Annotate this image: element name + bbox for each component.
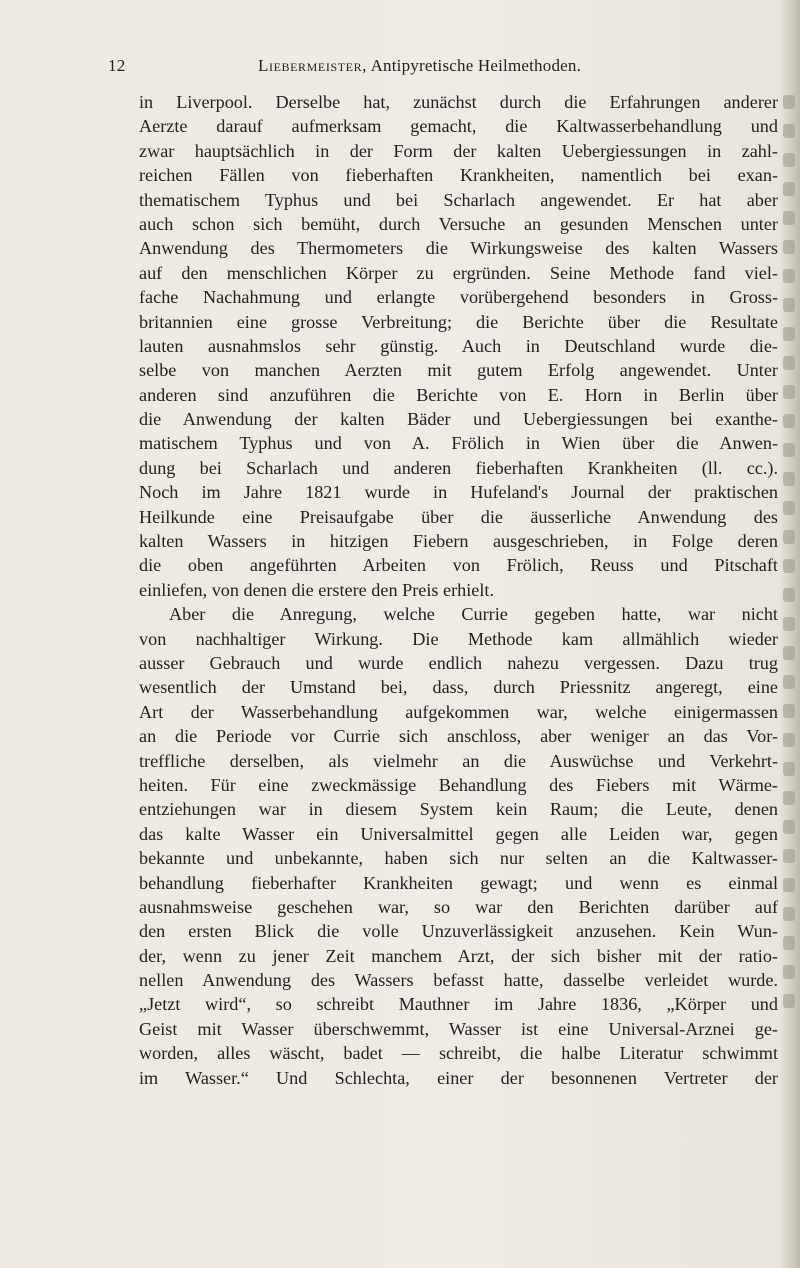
edge-mark [783,530,795,544]
edge-mark [783,182,795,196]
edge-mark [783,762,795,776]
edge-mark [783,936,795,950]
edge-mark [783,414,795,428]
edge-mark [783,501,795,515]
edge-mark [783,356,795,370]
text-line: reichen Fällen von fieberhaften Krankheiten, namentlich bei exan- [139,165,778,186]
text-line: Heilkunde eine Preisaufgabe über die äusserliche Anwendung des [139,506,778,527]
text-line: worden, alles wäscht, badet — schreibt, die halbe Literatur schwimmt [139,1043,778,1064]
text-line: der, wenn zu jener Zeit manchem Arzt, der sich bisher mit der ratio- [139,945,778,966]
edge-mark [783,965,795,979]
edge-mark [783,240,795,254]
text-line: die oben angeführten Arbeiten von Frölich, Reuss und Pitschaft [139,555,778,576]
text-line: behandlung fieberhafter Krankheiten gewagt; und wenn es einmal [139,872,778,893]
edge-mark [783,211,795,225]
edge-mark [783,849,795,863]
text-line: bekannte und unbekannte, haben sich nur selten an die Kaltwasser- [139,848,778,869]
text-line: ausser Gebrauch und wurde endlich nahezu vergessen. Dazu trug [139,652,778,673]
text-line: britannien eine grosse Verbreitung; die Berichte über die Resultate [139,311,778,332]
header-author: Liebermeister, [258,56,368,75]
text-line: fache Nachahmung und erlangte vorübergehend besonders in Gross- [139,287,778,308]
edge-mark [783,153,795,167]
edge-mark [783,733,795,747]
text-line: Anwendung des Thermometers die Wirkungsweise des kalten Wassers [139,238,778,259]
page-number: 12 [108,56,126,75]
text-line: an die Periode vor Currie sich anschloss, aber weniger an das Vor- [139,726,778,747]
text-line: von nachhaltiger Wirkung. Die Methode kam allmählich wieder [139,628,778,649]
edge-mark [783,617,795,631]
text-line: kalten Wassers in hitzigen Fiebern ausgeschrieben, in Folge deren [139,531,778,552]
text-line: entziehungen war in diesem System kein Raum; die Leute, denen [139,799,778,820]
edge-mark [783,878,795,892]
text-line: Noch im Jahre 1821 wurde in Hufeland's Journal der praktischen [139,482,778,503]
text-line: Geist mit Wasser überschwemmt, Wasser ist eine Universal-Arznei ge- [139,1018,778,1039]
edge-mark [783,646,795,660]
text-line: „Jetzt wird“, so schreibt Mauthner im Jahre 1836, „Körper und [139,994,778,1015]
text-line: zwar hauptsächlich in der Form der kalten Uebergiessungen in zahl- [139,140,778,161]
text-line: Aerzte darauf aufmerksam gemacht, die Kaltwasserbehandlung und [139,116,778,137]
text-line: einliefen, von denen die erstere den Preis erhielt. [139,579,495,600]
text-line: wesentlich der Umstand bei, dass, durch Priessnitz angeregt, eine [139,677,778,698]
edge-mark [783,559,795,573]
edge-mark [783,675,795,689]
edge-mark [783,791,795,805]
text-line: Aber die Anregung, welche Currie gegeben hatte, war nicht [169,604,778,625]
body-text [139,90,778,1090]
text-line: den ersten Blick die volle Unzuverlässigkeit anzusehen. Kein Wun- [139,921,778,942]
edge-mark [783,704,795,718]
edge-mark [783,298,795,312]
text-line: Art der Wasserbehandlung aufgekommen war, welche einigermassen [139,701,778,722]
edge-mark [783,588,795,602]
edge-mark [783,820,795,834]
text-line: matischem Typhus und von A. Frölich in Wien über die Anwen- [139,433,778,454]
edge-mark [783,907,795,921]
text-line: selbe von manchen Aerzten mit gutem Erfolg angewendet. Unter [139,360,778,381]
text-line: in Liverpool. Derselbe hat, zunächst durch die Erfahrungen anderer [139,92,778,112]
edge-mark [783,95,795,109]
edge-mark [783,269,795,283]
edge-mark [783,994,795,1008]
edge-mark [783,385,795,399]
text-line: auf den menschlichen Körper zu ergründen. Seine Methode fand viel- [139,262,778,283]
edge-mark [783,472,795,486]
header-title: Antipyretische Heilmethoden. [370,56,582,75]
text-line: thematischem Typhus und bei Scharlach angewendet. Er hat aber [139,189,778,210]
edge-mark [783,327,795,341]
text-line: das kalte Wasser ein Universalmittel gegen alle Leiden war, gegen [139,823,778,844]
text-line: nellen Anwendung des Wassers befasst hatte, dasselbe verleidet wurde. [139,970,778,991]
text-line: die Anwendung der kalten Bäder und Uebergiessungen bei exanthe- [139,409,778,430]
text-line: anderen sind anzuführen die Berichte von E. Horn in Berlin über [139,384,778,405]
edge-mark [783,124,795,138]
text-line: treffliche derselben, als vielmehr an die Auswüchse und Verkehrt- [139,750,778,771]
text-line: ausnahmsweise geschehen war, so war den Berichten darüber auf [139,896,778,917]
text-line: heiten. Für eine zweckmässige Behandlung des Fiebers mit Wärme- [139,774,778,795]
text-line: im Wasser.“ Und Schlechta, einer der besonnenen Vertreter der [139,1067,778,1088]
edge-mark [783,443,795,457]
text-line: dung bei Scharlach und anderen fieberhaften Krankheiten (ll. cc.). [139,457,778,478]
text-line: auch schon sich bemüht, durch Versuche an gesunden Menschen unter [139,213,778,234]
text-line: lauten ausnahmslos sehr günstig. Auch in Deutschland wurde die- [139,335,778,356]
running-header [108,56,788,76]
